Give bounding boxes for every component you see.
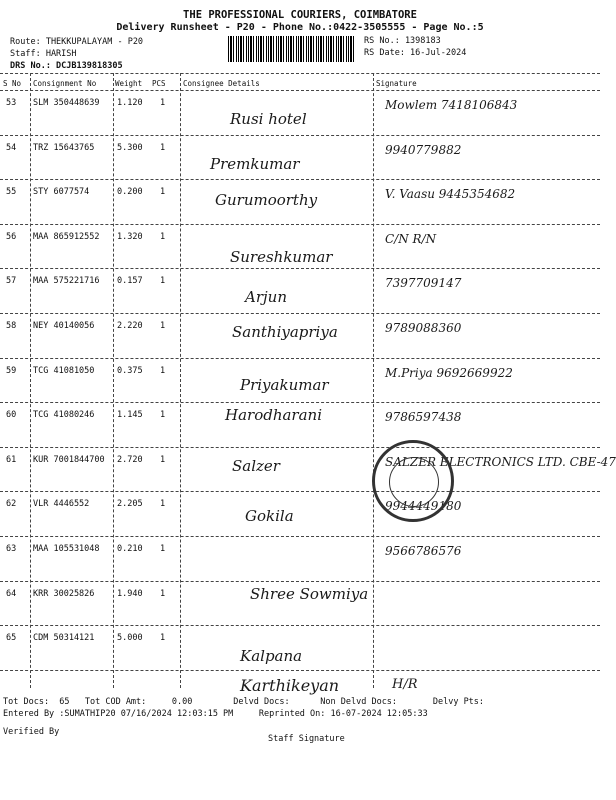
header-bottom-border xyxy=(0,90,600,91)
row-separator xyxy=(0,536,600,537)
verified-by-label: Verified By xyxy=(3,727,60,737)
row-consignment-no: KRR 30025826 xyxy=(33,588,95,599)
drs-label: DRS No.: DCJB139818305 xyxy=(10,61,123,71)
col-divider xyxy=(113,73,114,688)
row-sno: 60 xyxy=(6,410,17,421)
entered-by-line: Entered By :SUMATHIP20 07/16/2024 12:03:15 PM Reprinted On: 16-07-2024 12:05:33 xyxy=(3,709,428,719)
row-separator xyxy=(0,135,600,136)
row-separator xyxy=(0,447,600,448)
row-consignee-handwriting: Salzer xyxy=(232,456,280,475)
row-consignee-handwriting: Priyakumar xyxy=(240,375,329,394)
row-consignee-handwriting: Santhiyapriya xyxy=(232,323,338,341)
col-header-consignee: Consignee Details xyxy=(183,79,260,88)
row-pcs: 1 xyxy=(160,276,166,287)
row-separator xyxy=(0,581,600,582)
row-consignment-no: TRZ 15643765 xyxy=(33,142,95,153)
col-header-pcs: PCS xyxy=(152,79,166,88)
row-consignee-handwriting: Premkumar xyxy=(210,154,300,173)
row-consignment-no: MAA 865912552 xyxy=(33,231,100,242)
row-signature: 9944449180 xyxy=(385,499,462,514)
row-weight: 0.157 xyxy=(117,276,143,287)
row-pcs: 1 xyxy=(160,588,166,599)
row-consignee-handwriting: Rusi hotel xyxy=(230,110,307,128)
row-consignment-no: SLM 350448639 xyxy=(33,98,100,108)
row-pcs: 1 xyxy=(160,231,166,242)
row-sno: 65 xyxy=(6,633,17,644)
staff-signature-label: Staff Signature xyxy=(268,734,345,744)
row-weight: 1.940 xyxy=(117,588,143,599)
row-sno: 54 xyxy=(6,142,17,153)
row-pcs: 1 xyxy=(160,410,166,421)
row-signature: 9566786576 xyxy=(385,544,462,558)
row-consignment-no: MAA 575221716 xyxy=(33,276,100,287)
company-title: THE PROFESSIONAL COURIERS, COIMBATORE xyxy=(183,9,417,21)
handwritten-hr: H/R xyxy=(392,677,418,692)
row-consignment-no: MAA 105531048 xyxy=(33,544,100,554)
row-signature: V. Vaasu 9445354682 xyxy=(385,187,516,202)
row-sno: 63 xyxy=(6,544,17,554)
row-weight: 5.300 xyxy=(117,142,143,153)
row-consignee-handwriting: Gurumoorthy xyxy=(215,191,318,210)
row-pcs: 1 xyxy=(160,98,166,108)
row-consignee-handwriting: Shree Sowmiya xyxy=(250,584,369,603)
row-weight: 0.210 xyxy=(117,544,143,554)
col-divider xyxy=(180,73,181,688)
row-separator xyxy=(0,625,600,626)
row-weight: 1.320 xyxy=(117,231,143,242)
col-header-sno: S No xyxy=(3,79,22,88)
row-signature: M.Priya 9692669922 xyxy=(385,365,513,380)
row-pcs: 1 xyxy=(160,499,166,510)
row-separator xyxy=(0,402,600,403)
row-weight: 5.000 xyxy=(117,633,143,644)
row-consignment-no: CDM 50314121 xyxy=(33,633,95,644)
row-sno: 64 xyxy=(6,588,17,599)
totals-line: Tot Docs: 65 Tot COD Amt: 0.00 Delvd Docs: Non Delvd Docs: Delvy Pts: xyxy=(3,697,485,707)
row-pcs: 1 xyxy=(160,365,166,376)
barcode xyxy=(228,36,356,62)
row-weight: 2.220 xyxy=(117,321,143,331)
row-sno: 62 xyxy=(6,499,17,510)
table-top-border xyxy=(0,73,600,74)
row-signature: 9789088360 xyxy=(385,321,462,335)
runsheet-subtitle: Delivery Runsheet - P20 - Phone No.:0422-3505555 - Page No.:5 xyxy=(116,22,484,33)
rs-date: RS Date: 16-Jul-2024 xyxy=(364,48,467,58)
row-separator xyxy=(0,224,600,225)
row-signature: C/N R/N xyxy=(385,231,437,246)
row-sno: 53 xyxy=(6,98,17,108)
row-consignee-handwriting: Kalpana xyxy=(240,647,303,666)
row-separator xyxy=(0,313,600,314)
row-signature: Mowlem 7418106843 xyxy=(385,98,518,112)
rs-number: RS No.: 1398183 xyxy=(364,36,441,46)
row-weight: 1.145 xyxy=(117,410,143,421)
row-weight: 0.375 xyxy=(117,365,143,376)
row-sno: 55 xyxy=(6,187,17,198)
row-weight: 1.120 xyxy=(117,98,143,108)
row-sno: 58 xyxy=(6,321,17,331)
row-sno: 61 xyxy=(6,454,17,465)
row-separator xyxy=(0,491,600,492)
row-sno: 57 xyxy=(6,276,17,287)
row-consignment-no: VLR 4446552 xyxy=(33,499,90,510)
row-separator xyxy=(0,358,600,359)
row-consignment-no: STY 6077574 xyxy=(33,187,90,198)
staff-label: Staff: HARISH xyxy=(10,49,77,59)
row-signature: SALZER ELECTRONICS LTD. CBE-47 xyxy=(385,454,616,469)
row-pcs: 1 xyxy=(160,633,166,644)
col-divider xyxy=(30,73,31,688)
row-consignment-no: NEY 40140056 xyxy=(33,321,95,331)
row-separator xyxy=(0,179,600,180)
row-signature: 7397709147 xyxy=(385,276,462,291)
company-stamp xyxy=(372,440,454,522)
row-weight: 2.720 xyxy=(117,454,143,465)
row-consignee-handwriting: Arjun xyxy=(245,288,287,307)
row-sno: 59 xyxy=(6,365,17,376)
row-pcs: 1 xyxy=(160,321,166,331)
route-label: Route: THEKKUPALAYAM - P20 xyxy=(10,37,144,47)
row-signature: 9786597438 xyxy=(385,410,462,425)
row-consignment-no: TCG 41081050 xyxy=(33,365,95,376)
col-header-weight: Weight xyxy=(115,79,143,88)
handwritten-karthikeyan: Karthikeyan xyxy=(240,676,340,695)
col-header-signature: Signature xyxy=(376,79,417,88)
row-pcs: 1 xyxy=(160,187,166,198)
row-consignee-handwriting: Sureshkumar xyxy=(230,247,333,266)
row-consignee-handwriting: Gokila xyxy=(245,507,294,526)
row-separator xyxy=(0,670,600,671)
row-consignment-no: KUR 7001844700 xyxy=(33,454,105,465)
row-sno: 56 xyxy=(6,231,17,242)
col-header-consignment: Consignment No xyxy=(33,79,97,88)
row-separator xyxy=(0,268,600,269)
row-signature: 9940779882 xyxy=(385,142,462,157)
row-pcs: 1 xyxy=(160,142,166,153)
row-consignment-no: TCG 41080246 xyxy=(33,410,95,421)
row-weight: 0.200 xyxy=(117,187,143,198)
col-divider xyxy=(373,73,374,688)
row-pcs: 1 xyxy=(160,544,166,554)
row-weight: 2.205 xyxy=(117,499,143,510)
row-consignee-handwriting: Harodharani xyxy=(225,406,323,425)
row-pcs: 1 xyxy=(160,454,166,465)
